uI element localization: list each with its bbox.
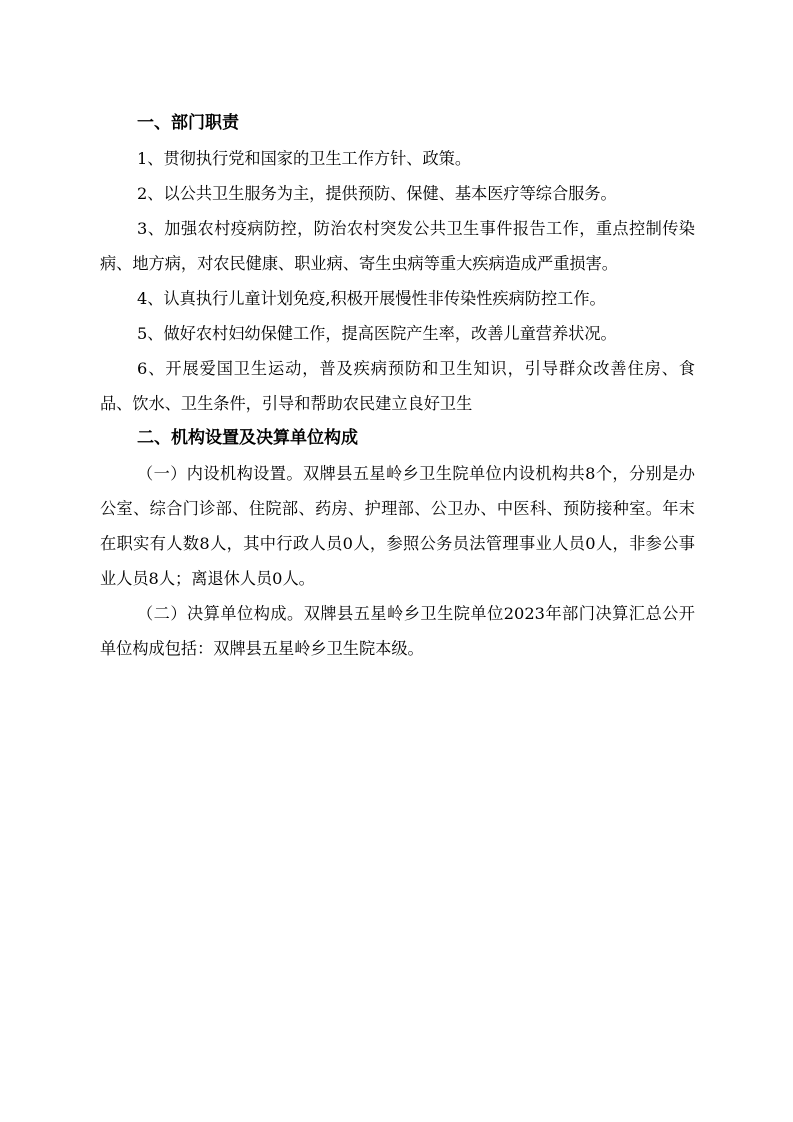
section-heading-duties: 一、部门职责 [137, 113, 239, 133]
duty-item-6: 6、开展爱国卫生运动，普及疾病预防和卫生知识，引导群众改善住房、食品、饮水、卫生条件，引导和帮助农民建立良好卫生 [100, 359, 695, 413]
duty-item-5: 5、做好农村妇幼保健工作，提高医院产生率，改善儿童营养状况。 [137, 324, 617, 343]
org-paragraph-internal-structure: （一）内设机构设置。双牌县五星岭乡卫生院单位内设机构共8个，分别是办公室、综合门诊部、住院部、药房、护理部、公卫办、中医科、预防接种室。年末在职实有人数8人，其中行政人员0人，参照公务员法管理事业人员0人，非参公事业人员8人；离退休人员0人。 [100, 464, 695, 588]
section-heading-organization: 二、机构设置及决算单位构成 [137, 428, 358, 448]
duty-item-4: 4、认真执行儿童计划免疫,积极开展慢性非传染性疾病防控工作。 [137, 289, 606, 308]
duty-item-2: 2、以公共卫生服务为主，提供预防、保健、基本医疗等综合服务。 [137, 184, 617, 203]
duty-item-1: 1、贯彻执行党和国家的卫生工作方针、政策。 [137, 149, 472, 168]
org-paragraph-unit-composition: （二）决算单位构成。双牌县五星岭乡卫生院单位2023年部门决算汇总公开单位构成包括：双牌县五星岭乡卫生院本级。 [100, 604, 695, 658]
duty-item-3: 3、加强农村疫病防控，防治农村突发公共卫生事件报告工作，重点控制传染病、地方病，对农民健康、职业病、寄生虫病等重大疾病造成严重损害。 [100, 219, 695, 273]
document-body [100, 106, 695, 666]
